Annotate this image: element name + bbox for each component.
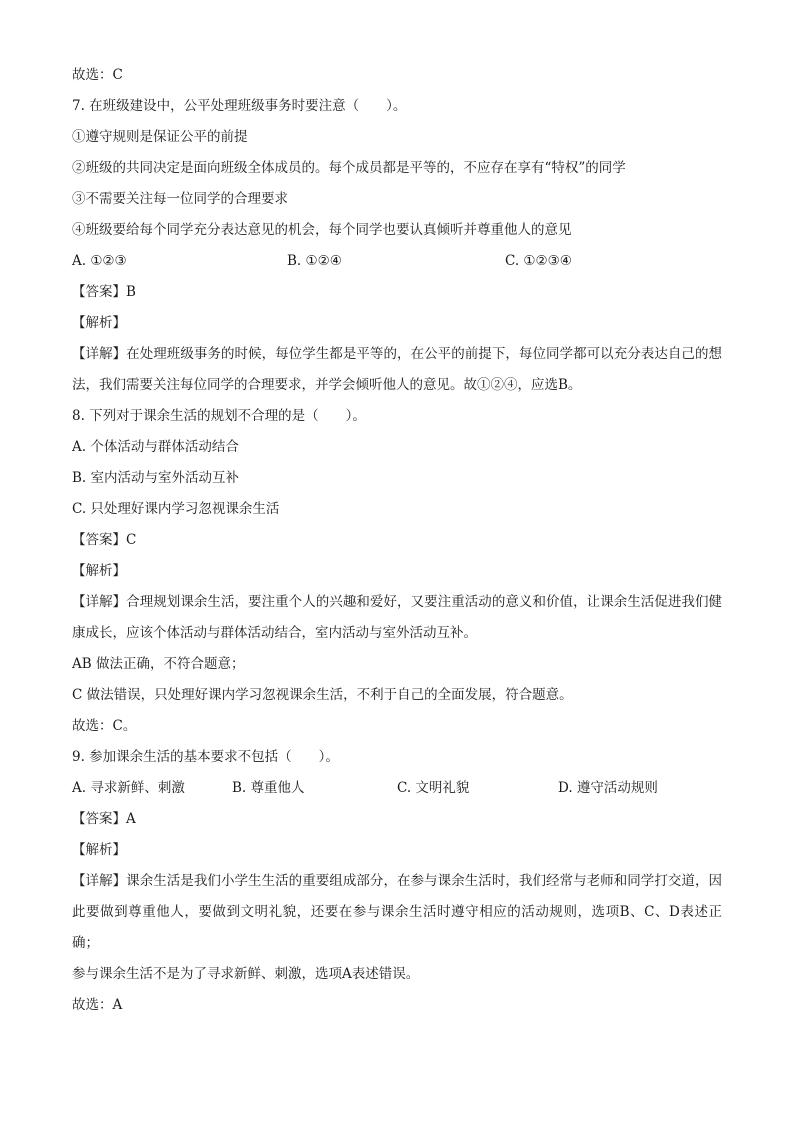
q8-option-a: A. 个体活动与群体活动结合 xyxy=(72,439,239,455)
q7-detail: 【详解】在处理班级事务的时候，每位学生都是平等的，在公平的前提下，每位同学都可以充分表达自己的想法，我们需要关注每位同学的合理要求，并学会倾听他人的意见。故①②④，应选B。 xyxy=(72,346,722,393)
q8-option-b: B. 室内活动与室外活动互补 xyxy=(72,470,240,486)
q7-options xyxy=(72,246,722,277)
q9-detail: 【详解】课余生活是我们小学生生活的重要组成部分，在参与课余生活时，我们经常与老师和同学打交道，因此要做到尊重他人，要做到文明礼貌，还要在参与课余生活时遵守相应的活动规则，选项B、C、D表述正确； xyxy=(72,873,722,951)
prev-conclusion: 故选：C xyxy=(72,67,123,83)
q7-statement-4: ④班级要给每个同学充分表达意见的机会，每个同学也要认真倾听并尊重他人的意见 xyxy=(72,222,572,238)
q9-options xyxy=(72,773,722,804)
q7-stem: 7. 在班级建设中，公平处理班级事务时要注意（ ）。 xyxy=(72,98,407,114)
q9-stem: 9. 参加课余生活的基本要求不包括（ ）。 xyxy=(72,749,339,765)
q9-option-d: D. 遵守活动规则 xyxy=(558,780,658,796)
q9-option-a: A. 寻求新鲜、刺激 xyxy=(72,780,185,796)
question-7 xyxy=(72,91,722,401)
q7-option-a: A. ①②③ xyxy=(72,253,127,269)
q9-answer: 【答案】A xyxy=(72,811,136,827)
q7-analysis-label: 【解析】 xyxy=(72,315,126,331)
q8-answer: 【答案】C xyxy=(72,532,137,548)
q7-option-c: C. ①②③④ xyxy=(505,253,572,269)
q7-statement-2: ②班级的共同决定是面向班级全体成员的。每个成员都是平等的，不应存在享有“特权”的同学 xyxy=(72,160,626,176)
q8-note-2: C 做法错误，只处理好课内学习忽视课余生活，不利于自己的全面发展，符合题意。 xyxy=(72,687,573,703)
q9-note-1: 参与课余生活不是为了寻求新鲜、刺激，选项A表述错误。 xyxy=(72,966,420,982)
q8-note-1: AB 做法正确，不符合题意； xyxy=(72,656,245,672)
q8-detail: 【详解】合理规划课余生活，要注重个人的兴趣和爱好，又要注重活动的意义和价值，让课余生活促进我们健康成长，应该个体活动与群体活动结合，室内活动与室外活动互补。 xyxy=(72,594,722,641)
q9-analysis-label: 【解析】 xyxy=(72,842,126,858)
q8-stem: 8. 下列对于课余生活的规划不合理的是（ ）。 xyxy=(72,408,366,424)
q7-statement-1: ①遵守规则是保证公平的前提 xyxy=(72,129,248,145)
q9-conclusion: 故选：A xyxy=(72,997,123,1013)
q7-option-b: B. ①②④ xyxy=(287,253,342,269)
q7-statement-3: ③不需要关注每一位同学的合理要求 xyxy=(72,191,288,207)
q9-option-c: C. 文明礼貌 xyxy=(397,780,470,796)
q8-option-c: C. 只处理好课内学习忽视课余生活 xyxy=(72,501,280,517)
document-page xyxy=(72,60,722,1021)
q8-conclusion: 故选：C。 xyxy=(72,718,137,734)
q9-option-b: B. 尊重他人 xyxy=(232,780,305,796)
question-9 xyxy=(72,742,722,1021)
question-8 xyxy=(72,401,722,742)
q8-analysis-label: 【解析】 xyxy=(72,563,126,579)
q7-answer: 【答案】B xyxy=(72,284,136,300)
